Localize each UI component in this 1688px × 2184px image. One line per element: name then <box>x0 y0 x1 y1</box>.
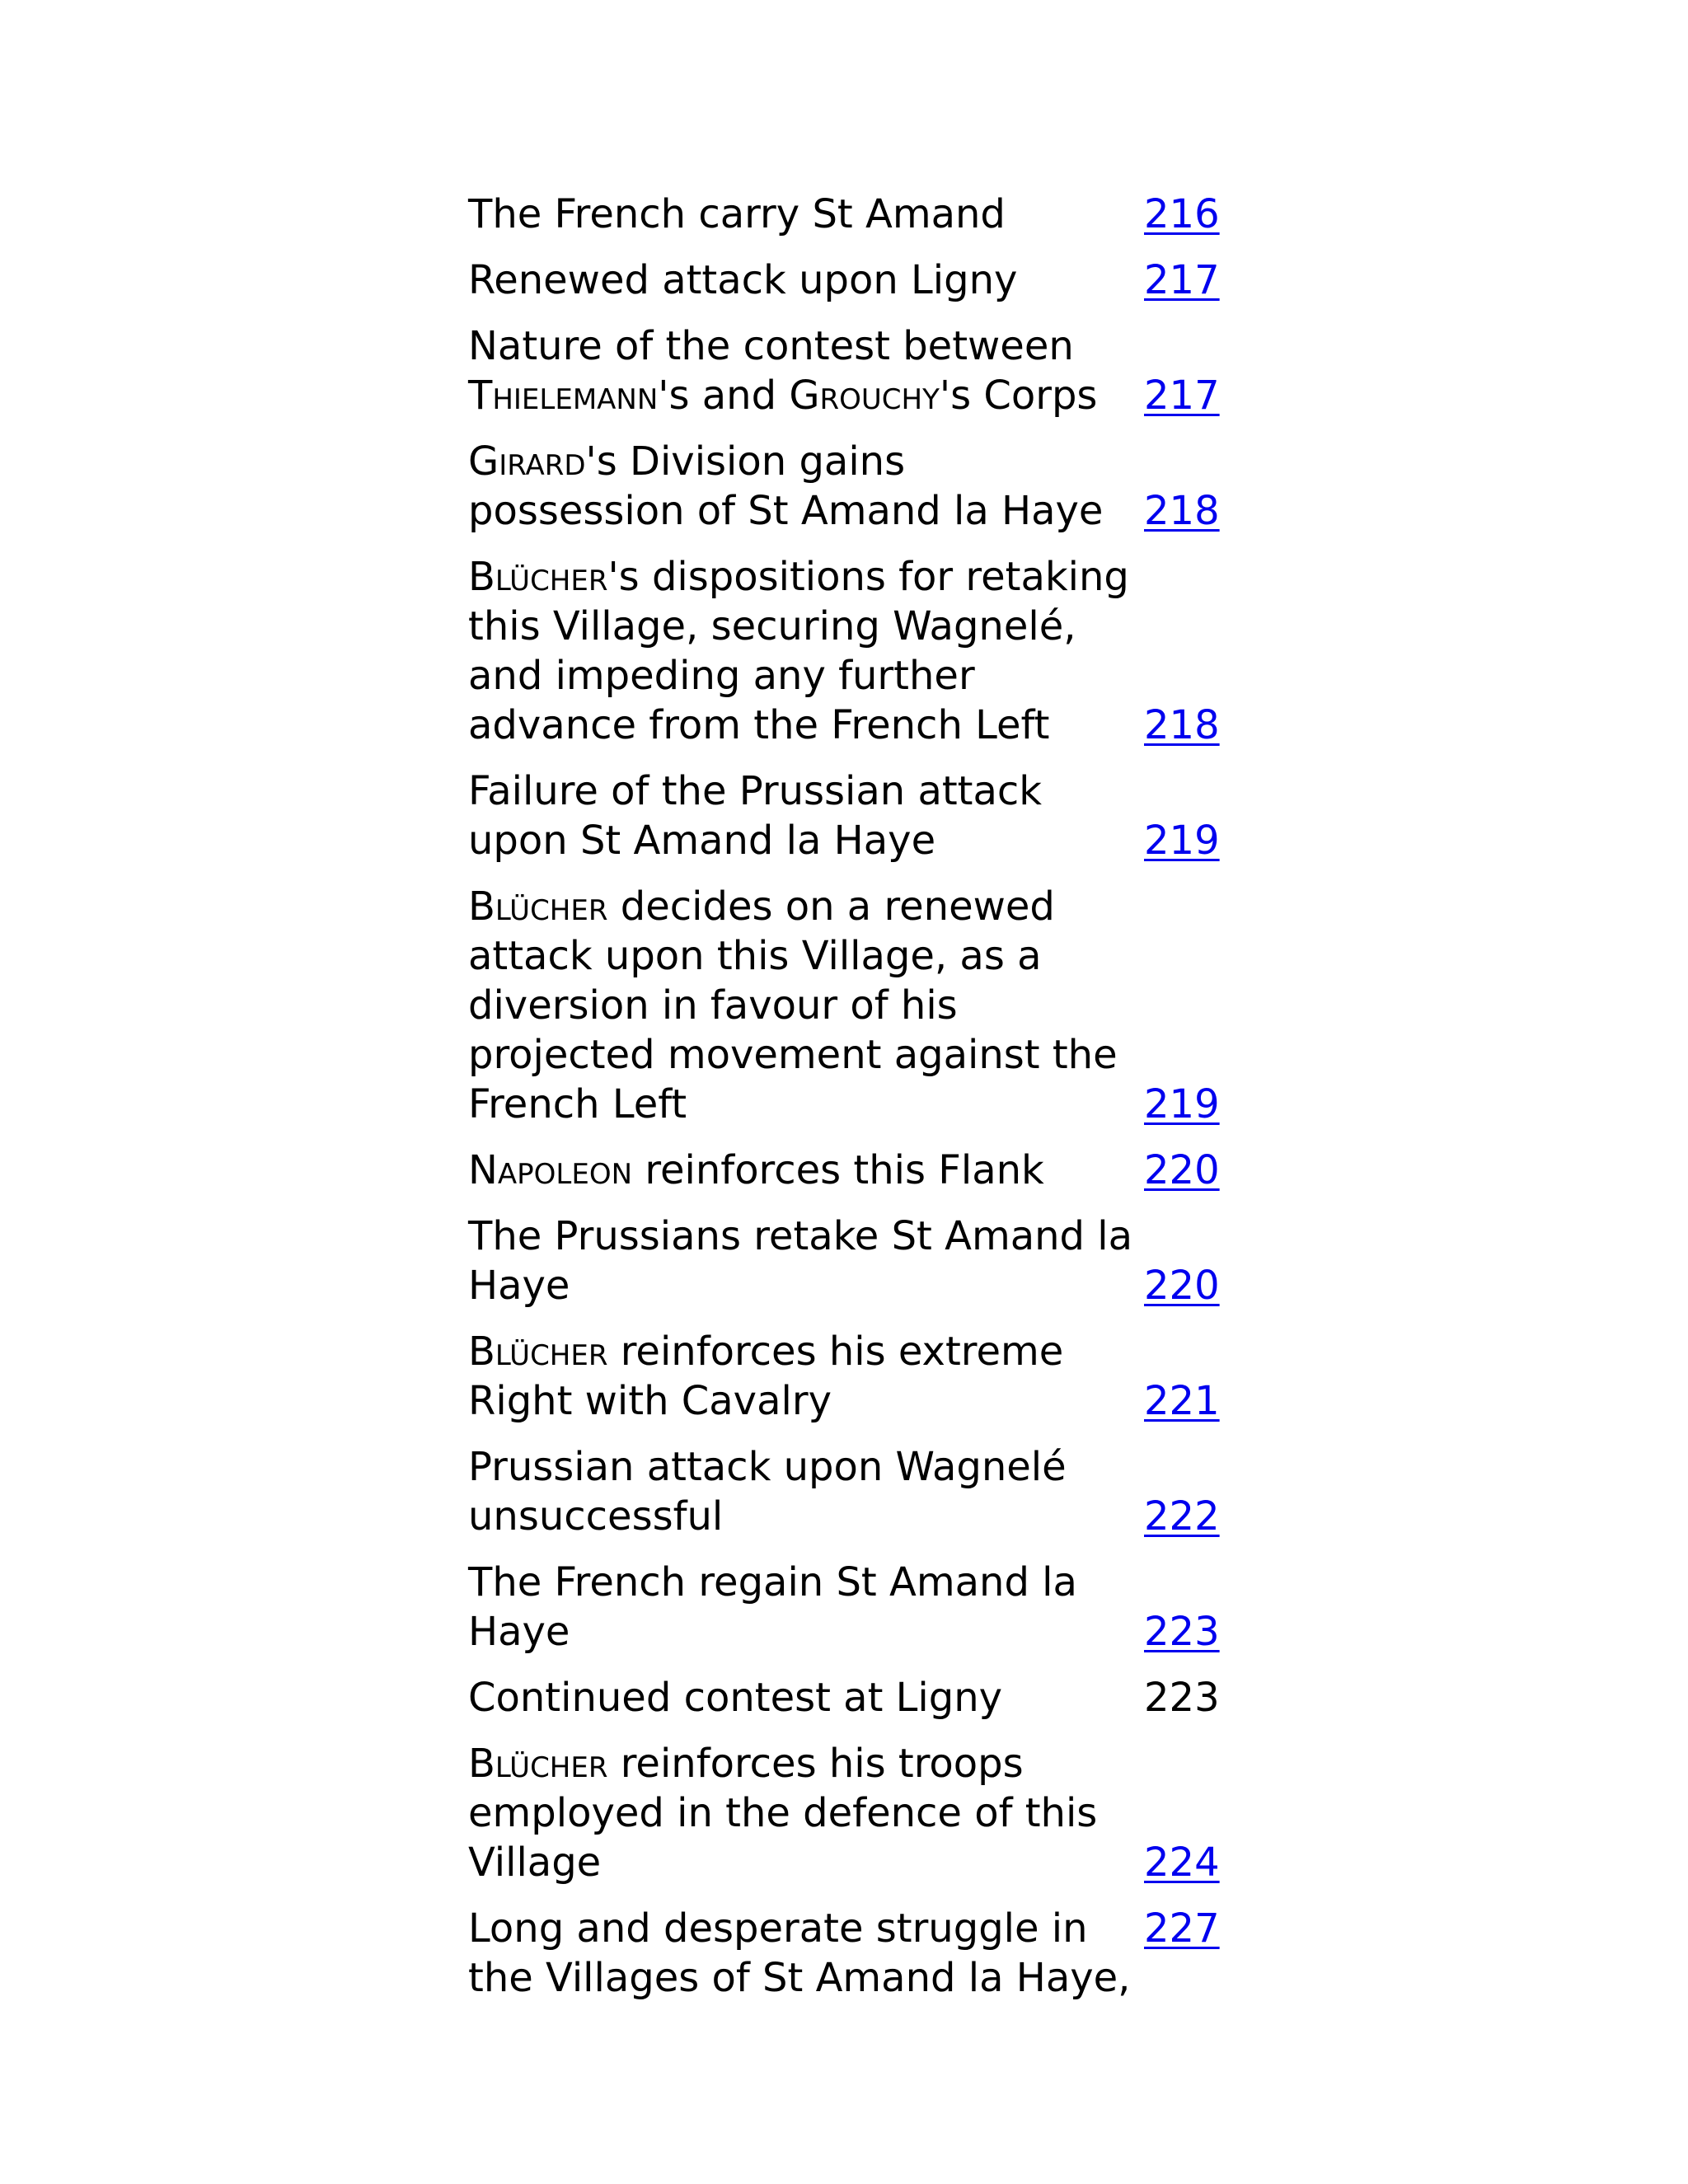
toc-entry-name: Thielemann <box>468 373 659 419</box>
toc-entry-text <box>468 1212 1144 1310</box>
toc-page-cell <box>1144 1838 1226 1887</box>
toc-row <box>468 1673 1226 1722</box>
toc-entry-text <box>468 1146 1144 1195</box>
toc-page-cell <box>1144 1080 1226 1129</box>
page-link[interactable]: 217 <box>1144 373 1220 419</box>
page-link[interactable]: 219 <box>1144 1081 1220 1127</box>
toc-row <box>468 437 1226 536</box>
toc-row <box>468 1146 1226 1195</box>
toc-entry-text <box>468 1442 1144 1541</box>
toc-entry-text <box>468 882 1144 1129</box>
toc-page-cell <box>1144 1904 1226 1953</box>
toc-page-cell <box>1144 1607 1226 1657</box>
toc-row <box>468 1558 1226 1657</box>
toc-row <box>468 882 1226 1129</box>
toc-entry-fragment: reinforces his troops employed in the defence of this Village <box>468 1741 1098 1886</box>
toc-entry-name: Girard <box>468 438 586 485</box>
toc-entry-fragment: 's dispositions for retaking this Village, securing Wagnelé, and impeding any further advance from the French Left <box>468 554 1129 748</box>
page-link[interactable]: 218 <box>1144 488 1220 534</box>
page-link[interactable]: 218 <box>1144 702 1220 748</box>
toc-entry-name: Blücher <box>468 883 608 930</box>
toc-entry-text <box>468 190 1144 239</box>
toc-entry-text <box>468 321 1144 420</box>
page-link[interactable]: 216 <box>1144 191 1220 237</box>
toc-entry-name: Blücher <box>468 1741 608 1787</box>
toc-entry-fragment: The French carry St Amand <box>468 191 1006 237</box>
toc-entry-name: Blücher <box>468 554 608 600</box>
toc-row <box>468 321 1226 420</box>
toc-page-cell <box>1144 486 1226 536</box>
page-link[interactable]: 227 <box>1144 1905 1220 1952</box>
toc-page-cell <box>1144 255 1226 305</box>
toc-page-cell <box>1144 816 1226 865</box>
toc-entry-fragment: 's Division gains possession of St Amand la Haye <box>468 438 1104 534</box>
toc-entry-fragment: Nature of the contest between <box>468 323 1074 369</box>
toc-entry-text <box>468 1904 1144 2003</box>
toc-row <box>468 1327 1226 1426</box>
page-link[interactable]: 220 <box>1144 1263 1220 1309</box>
toc-entry-text <box>468 1327 1144 1426</box>
toc-entry-text <box>468 437 1144 536</box>
toc-entry-fragment: Prussian attack upon Wagnelé unsuccessful <box>468 1444 1067 1540</box>
toc-entry-fragment: 's and <box>658 373 790 419</box>
page-link[interactable]: 217 <box>1144 257 1220 303</box>
toc-entry-fragment: Failure of the Prussian attack upon St Amand la Haye <box>468 768 1043 864</box>
toc-page-cell <box>1144 190 1226 239</box>
toc-row <box>468 1442 1226 1541</box>
toc-entry-name: Blücher <box>468 1329 608 1375</box>
toc-entry-fragment: Long and desperate struggle in the Villages of St Amand la Haye, <box>468 1905 1131 2001</box>
toc-row <box>468 190 1226 239</box>
toc-page-cell <box>1144 1376 1226 1426</box>
page-link[interactable]: 224 <box>1144 1840 1220 1886</box>
toc-entry-text <box>468 255 1144 305</box>
toc-entry-name: Napoleon <box>468 1147 633 1193</box>
toc-page-cell <box>1144 1261 1226 1310</box>
page-number: 223 <box>1144 1675 1220 1721</box>
toc-entry-fragment: reinforces his extreme Right with Cavalry <box>468 1329 1064 1424</box>
toc-entry-text <box>468 766 1144 865</box>
page-link[interactable]: 222 <box>1144 1493 1220 1540</box>
toc-entry-fragment: The Prussians retake St Amand la Haye <box>468 1213 1133 1309</box>
toc-row <box>468 1739 1226 1887</box>
toc-page-cell <box>1144 1673 1226 1722</box>
toc-entry-fragment: The French regain St Amand la Haye <box>468 1559 1077 1655</box>
table-of-contents <box>468 190 1226 2019</box>
toc-page-cell <box>1144 371 1226 420</box>
page-link[interactable]: 220 <box>1144 1147 1220 1193</box>
toc-page-cell <box>1144 701 1226 750</box>
toc-row <box>468 552 1226 750</box>
toc-page-cell <box>1144 1492 1226 1541</box>
toc-entry-text <box>468 1558 1144 1657</box>
toc-row <box>468 766 1226 865</box>
toc-page-cell <box>1144 1146 1226 1195</box>
toc-row <box>468 255 1226 305</box>
toc-entry-fragment: decides on a renewed attack upon this Village, as a diversion in favour of his projected movement against the French Left <box>468 883 1118 1127</box>
toc-entry-fragment: reinforces this Flank <box>632 1147 1044 1193</box>
toc-row <box>468 1212 1226 1310</box>
toc-entry-text <box>468 552 1144 750</box>
page-link[interactable]: 221 <box>1144 1378 1220 1424</box>
toc-entry-fragment: Continued contest at Ligny <box>468 1675 1003 1721</box>
page-link[interactable]: 223 <box>1144 1609 1220 1655</box>
toc-entry-name: Grouchy <box>789 373 940 419</box>
page-link[interactable]: 219 <box>1144 818 1220 864</box>
toc-entry-text <box>468 1673 1144 1722</box>
toc-entry-text <box>468 1739 1144 1887</box>
toc-row <box>468 1904 1226 2003</box>
toc-entry-fragment: Renewed attack upon Ligny <box>468 257 1018 303</box>
toc-entry-fragment: 's Corps <box>939 373 1098 419</box>
